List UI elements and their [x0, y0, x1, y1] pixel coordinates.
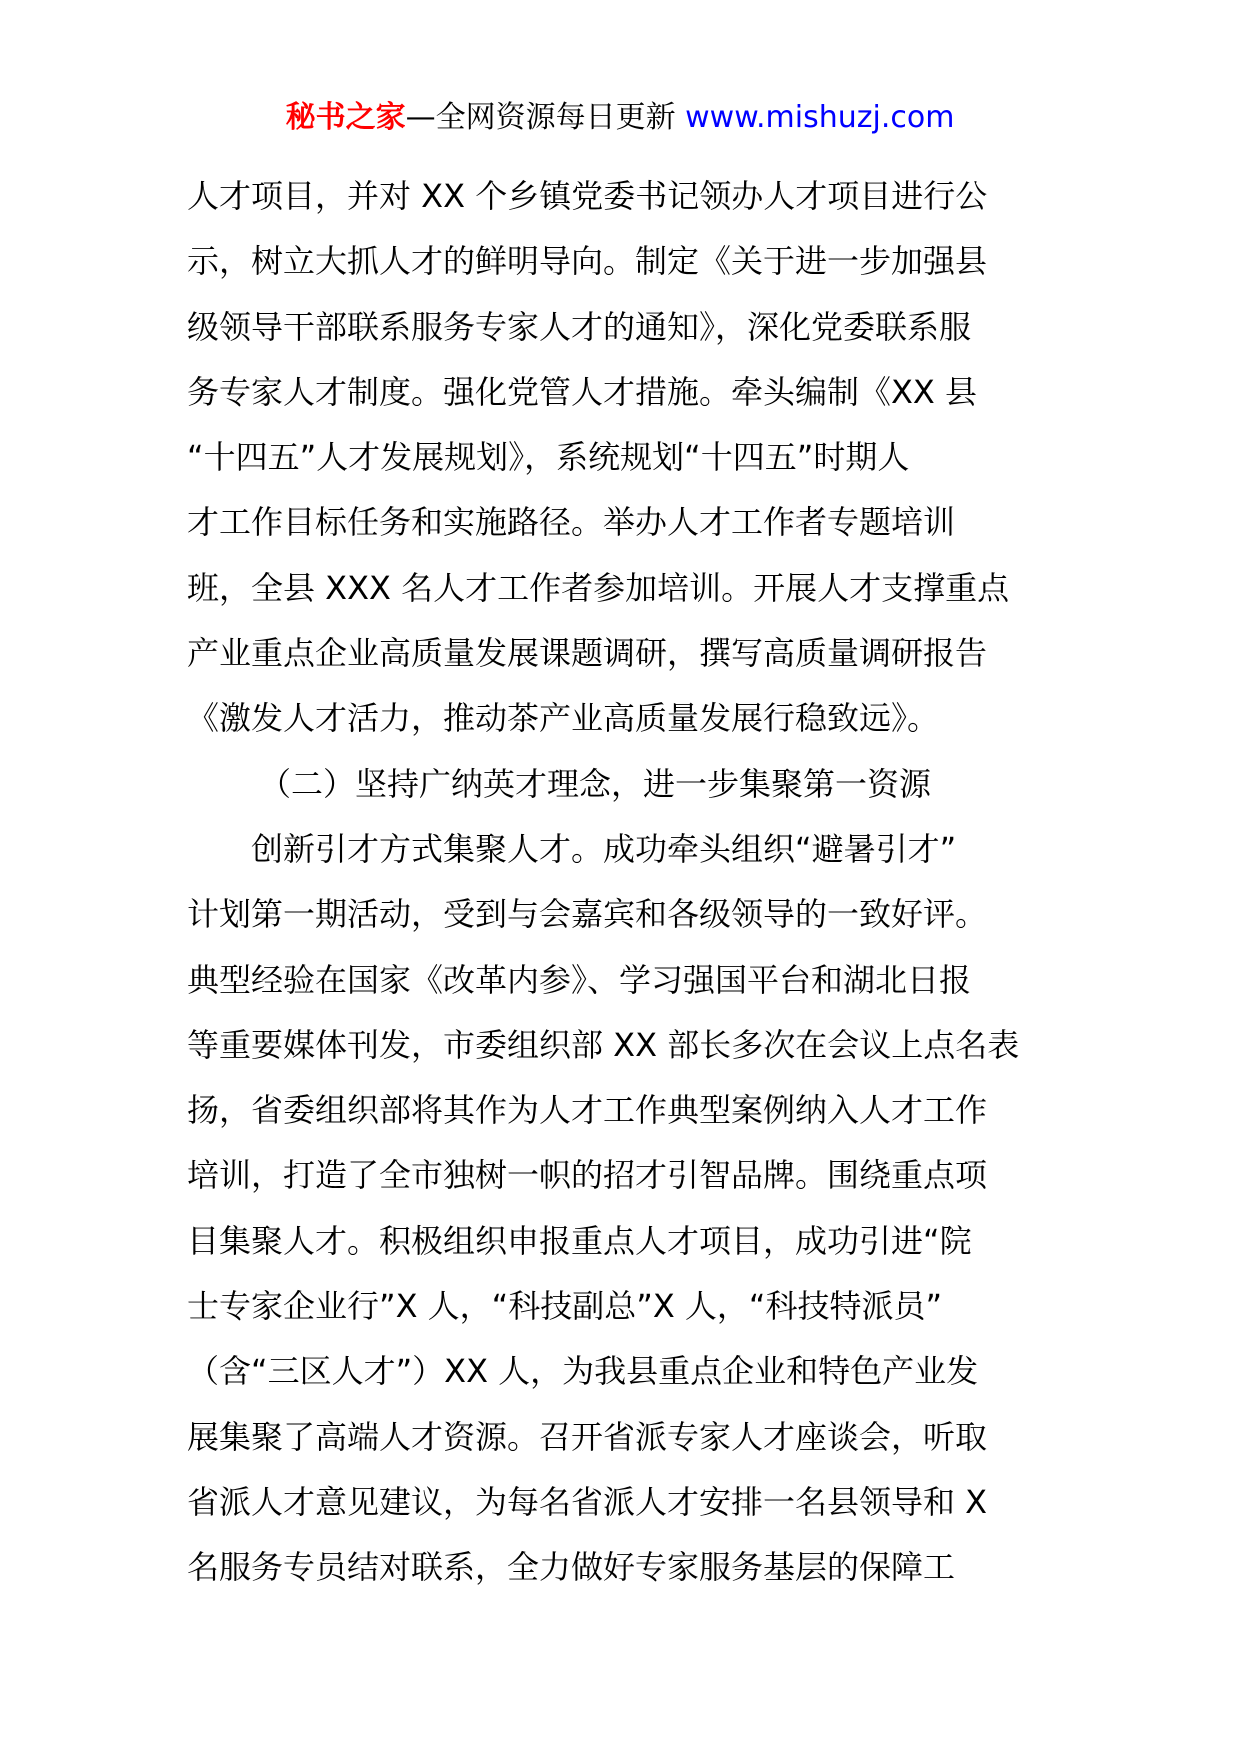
section-heading: （二）坚持广纳英才理念，进一步集聚第一资源: [259, 764, 932, 803]
text-line: 展集聚了高端人才资源。召开省派专家人才座谈会，听取: [187, 1417, 988, 1456]
text-line: （含“三区人才”）XX 人，为我县重点企业和特色产业发: [187, 1352, 979, 1391]
text-line: 典型经验在国家《改革内参》、学习强国平台和湖北日报: [187, 960, 972, 999]
text-line: 士专家企业行”X 人，“科技副总”X 人，“科技特派员”: [187, 1287, 943, 1326]
site-slogan: —全网资源每日更新: [405, 100, 676, 135]
text-line: 班，全县 XXX 名人才工作者参加培训。开展人才支撑重点: [187, 568, 1010, 607]
site-brand: 秘书之家: [285, 100, 406, 135]
text-line: “十四五”人才发展规划》，系统规划“十四五”时期人: [187, 438, 910, 477]
text-line: 培训，打造了全市独树一帜的招才引智品牌。围绕重点项: [187, 1156, 988, 1195]
text-line: 扬，省委组织部将其作为人才工作典型案例纳入人才工作: [187, 1091, 988, 1130]
text-line: 才工作目标任务和实施路径。举办人才工作者专题培训: [187, 503, 956, 542]
text-line: 省派人才意见建议，为每名省派人才安排一名县领导和 X: [187, 1482, 988, 1521]
text-line: 《激发人才活力，推动茶产业高质量发展行稳致远》。: [187, 699, 940, 738]
text-line: 示，树立大抓人才的鲜明导向。制定《关于进一步加强县: [187, 242, 988, 281]
text-line: 产业重点企业高质量发展课题调研，撰写高质量调研报告: [187, 634, 988, 673]
text-line: 名服务专员结对联系，全力做好专家服务基层的保障工: [187, 1548, 956, 1587]
site-url-link[interactable]: www.mishuzj.com: [685, 100, 955, 135]
text-line: 级领导干部联系服务专家人才的通知》，深化党委联系服: [187, 307, 972, 346]
document-body: [187, 164, 1057, 1601]
text-line: 目集聚人才。积极组织申报重点人才项目，成功引进“院: [187, 1221, 972, 1260]
text-line: 计划第一期活动，受到与会嘉宾和各级领导的一致好评。: [187, 895, 988, 934]
text-line: 等重要媒体刊发，市委组织部 XX 部长多次在会议上点名表: [187, 1025, 1020, 1064]
paragraph-start-line: 创新引才方式集聚人才。成功牵头组织“避暑引才”: [251, 829, 957, 868]
text-line: 务专家人才制度。强化党管人才措施。牵头编制《XX 县: [187, 372, 978, 411]
text-line: 人才项目，并对 XX 个乡镇党委书记领办人才项目进行公: [187, 177, 988, 215]
site-header: [0, 98, 1240, 138]
